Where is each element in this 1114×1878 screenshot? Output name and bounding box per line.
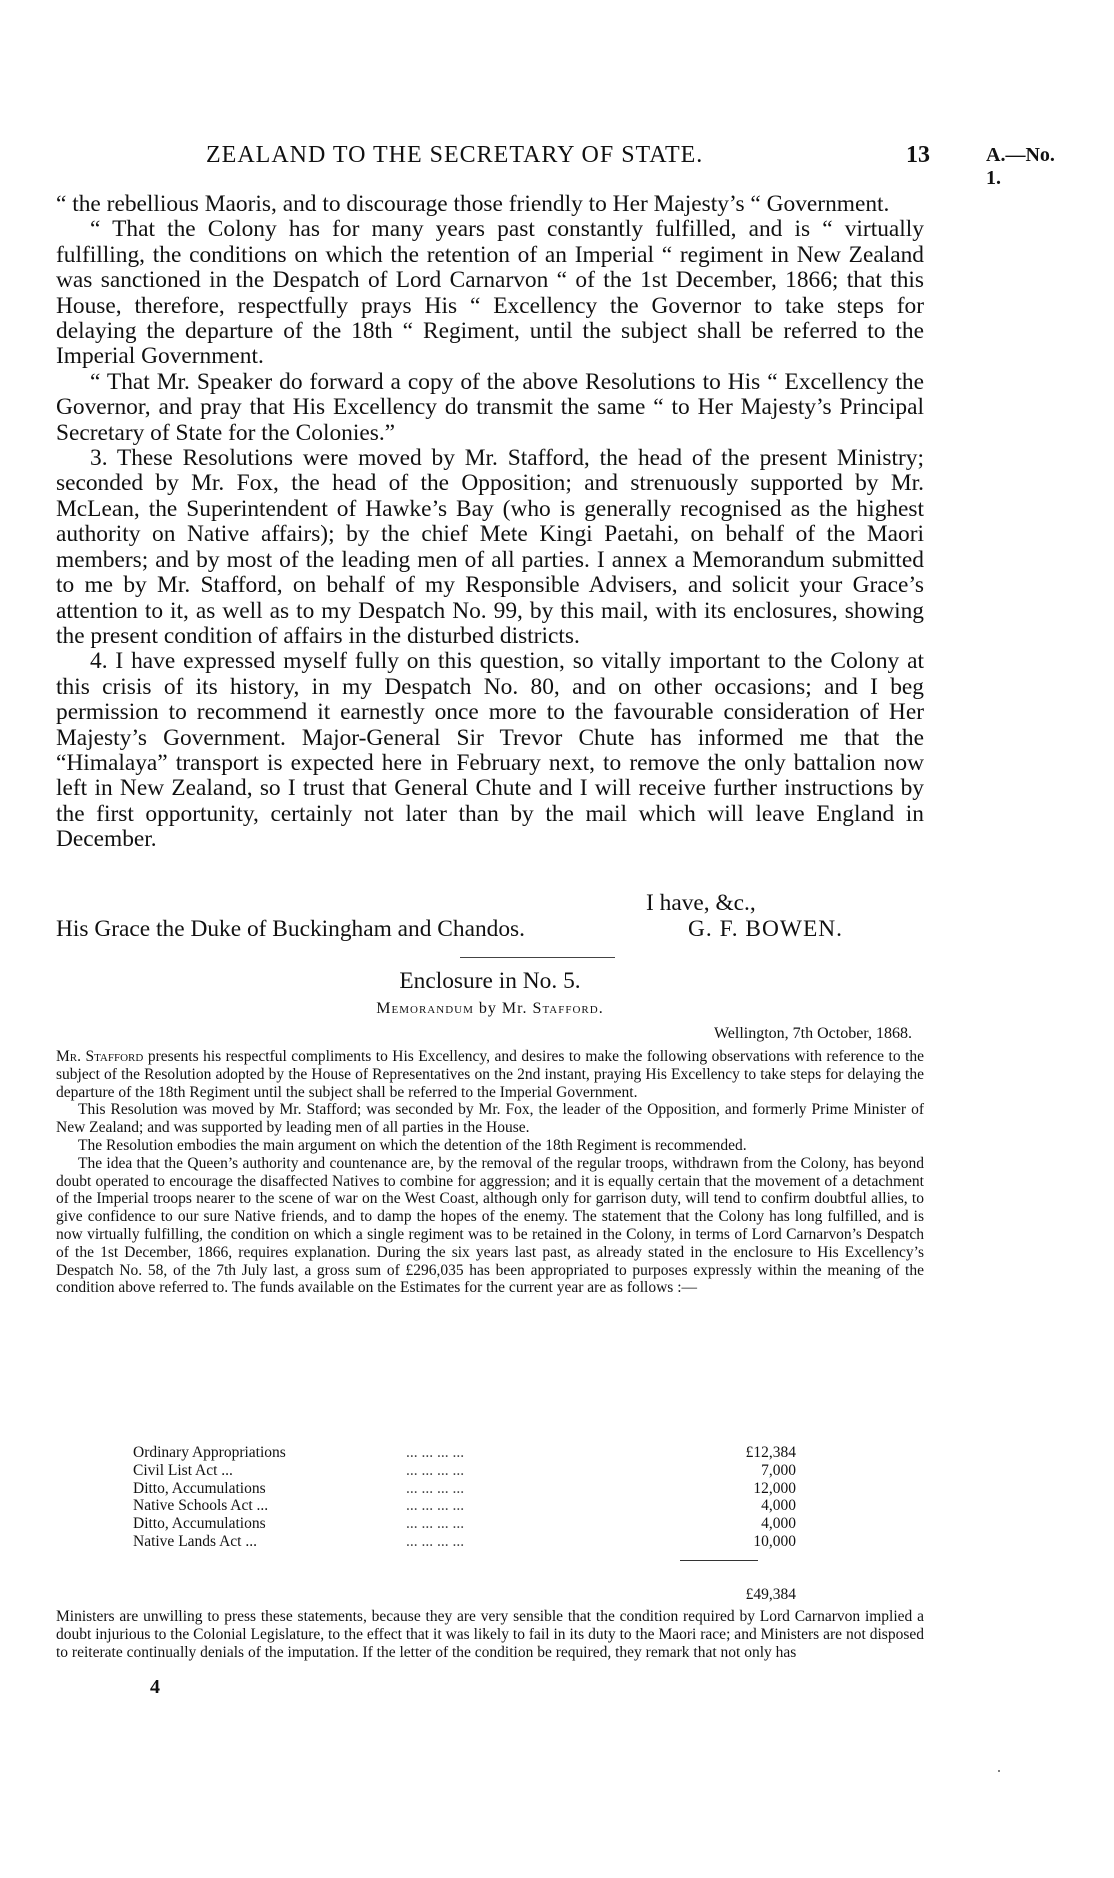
- leader-dots: ... ... ... ...: [406, 1515, 465, 1533]
- paragraph: “ the rebellious Maoris, and to discourage those friendly to Her Majesty’s “ Government.: [56, 191, 890, 217]
- fund-amount: 12,000: [753, 1479, 796, 1497]
- table-row: [56, 1497, 924, 1515]
- leader-dots: ... ... ... ...: [406, 1479, 465, 1497]
- despatch-body: [56, 192, 924, 853]
- memo-end: .: [598, 1000, 604, 1017]
- table-row: [56, 1515, 924, 1533]
- running-title: ZEALAND TO THE SECRETARY OF STATE.: [206, 142, 704, 168]
- table-row: [56, 1444, 924, 1462]
- fund-amount: 4,000: [761, 1515, 796, 1533]
- signature: G. F. BOWEN.: [688, 916, 844, 942]
- memorandum-continuation: [56, 1608, 924, 1661]
- dateline: Wellington, 7th October, 1868.: [713, 1025, 912, 1042]
- memo-opening-text: presents his respectful compliments to His Excellency, and desires to make the following observations with reference to the subject of the Resolution adopted by the House of Representatives on the 2nd instant, praying His Excellency to take steps for delaying the departure of the 18th Regiment until the subject shall be referred to the Imperial Government.: [56, 1048, 925, 1101]
- memo-opening: [56, 1048, 924, 1101]
- paragraph: Ministers are unwilling to press these statements, because they are very sensible that the condition required by Lord Carnarvon implied a doubt injurious to the Colonial Legislature, to the effect that it was likely to fail in its duty to the Maori race; and Ministers are not disposed to reiterate continually denials of the imputation. If the letter of the condition be required, they remark that not only has: [56, 1608, 924, 1661]
- fund-label: Civil List Act ...: [133, 1461, 233, 1479]
- paragraph: The idea that the Queen’s authority and countenance are, by the removal of the regular troops, withdrawn from the Colony, has beyond doubt operated to encourage the disaffected Natives to combine for aggression; and it is equally certain that the movement of a detachment of the Imperial troops nearer to the scene of war on the West Coast, although only for garrison duty, will tend to confirm doubtful allies, to give confidence to our sure Native friends, and to damp the hopes of the enemy. The statement that the Colony has long fulfilled, and is now virtually fulfilling, the condition on which a single regiment was to be retained in the Colony, in terms of Lord Carnarvon’s Despatch of the 1st December, 1866, requires explanation. During the six years last past, as already stated in the enclosure to His Excellency’s Despatch No. 58, of the 7th July last, a gross sum of £296,035 has been appropriated to purposes expressly within the meaning of the condition above referred to. The funds available on the Estimates for the current year are as follows :—: [56, 1154, 924, 1297]
- fund-label: Native Lands Act ...: [133, 1532, 257, 1550]
- fund-amount: 7,000: [761, 1461, 796, 1479]
- leader-dots: ... ... ... ...: [406, 1444, 465, 1461]
- page-number: 13: [906, 142, 930, 168]
- funds-total: £49,384: [745, 1586, 796, 1603]
- fund-amount: 4,000: [761, 1497, 796, 1515]
- memo-author: Stafford: [532, 1000, 599, 1017]
- leader-dots: ... ... ... ...: [406, 1497, 465, 1515]
- addressee: His Grace the Duke of Buckingham and Chandos.: [56, 916, 526, 942]
- total-rule: [680, 1560, 758, 1561]
- fund-label: Native Schools Act ...: [133, 1497, 269, 1515]
- memorandum-title: [56, 1000, 924, 1018]
- paragraph: “ That Mr. Speaker do forward a copy of the above Resolutions to His “ Excellency the Governor, and pray that His Excellency do transmit the same “ to Her Majesty’s Principal Secretary of State for the Colonies.”: [56, 368, 924, 446]
- fund-label: Ditto, Accumulations: [133, 1515, 266, 1533]
- page-header: [56, 142, 1056, 189]
- enclosure-title: Enclosure in No. 5.: [399, 968, 581, 994]
- section-divider: [460, 957, 615, 958]
- paragraph: This Resolution was moved by Mr. Stafford; was seconded by Mr. Fox, the leader of the Opposition, and formerly Prime Minister of New Zealand; and was supported by leading men of all parties in the House.: [56, 1101, 924, 1137]
- memo-word: Memorandum: [376, 1000, 474, 1017]
- table-row: [56, 1533, 924, 1551]
- fund-label: Ditto, Accumulations: [133, 1479, 266, 1497]
- paper-reference: A.—No. 1.: [986, 144, 1055, 189]
- fund-amount: 10,000: [753, 1532, 796, 1550]
- memorandum-body: [56, 1048, 924, 1297]
- memo-by: by Mr.: [478, 1000, 528, 1017]
- leader-dots: ... ... ... ...: [406, 1532, 465, 1550]
- table-row: [56, 1462, 924, 1480]
- paragraph: 4. I have expressed myself fully on this question, so vitally important to the Colony at this crisis of its history, in my Despatch No. 80, and on other occasions; and I beg permission to recommend it earnestly once more to the favourable consideration of Her Majesty’s Government. Major-General Sir Trevor Chute has informed me that the “Himalaya” transport is expected here in February next, to remove the only battalion now left in New Zealand, so I trust that General Chute and I will receive further instructions by the first opportunity, certainly not later than by the mail which will leave England in December.: [56, 648, 924, 853]
- fund-amount: £12,384: [745, 1444, 796, 1461]
- paragraph: 3. These Resolutions were moved by Mr. Stafford, the head of the present Ministry; seconded by Mr. Fox, the head of the Opposition; and strenuously supported by Mr. McLean, the Superintendent of Hawke’s Bay (who is generally recognised as the highest authority on Native affairs); by the chief Mete Kingi Paetahi, on behalf of the Maori members; and by most of the leading men of all parties. I annex a Memorandum submitted to me by Mr. Stafford, on behalf of my Responsible Advisers, and solicit your Grace’s attention to it, as well as to my Despatch No. 99, by this mail, with its enclosures, showing the present condition of affairs in the disturbed districts.: [56, 445, 924, 649]
- print-speck: [998, 1770, 1000, 1772]
- funds-table: [56, 1444, 924, 1551]
- paragraph: “ That the Colony has for many years past constantly fulfilled, and is “ virtually fulfilling, the conditions on which the retention of an Imperial “ regiment in New Zealand was sanctioned in the Despatch of Lord Carnarvon “ of the 1st December, 1866; that this House, therefore, respectfully prays His “ Excellency the Governor to take steps for delaying the departure of the 18th “ Regiment, until the subject shall be referred to the Imperial Government.: [56, 216, 924, 370]
- paragraph: The Resolution embodies the main argument on which the detention of the 18th Regiment is recommended.: [78, 1136, 747, 1154]
- signature-mark: 4: [150, 1676, 160, 1698]
- table-row: [56, 1480, 924, 1498]
- leader-dots: ... ... ... ...: [406, 1461, 465, 1479]
- closing-formula: I have, &c.,: [646, 890, 756, 916]
- fund-label: Ordinary Appropriations: [133, 1444, 286, 1461]
- memo-opening-name: Mr. Stafford: [56, 1048, 144, 1065]
